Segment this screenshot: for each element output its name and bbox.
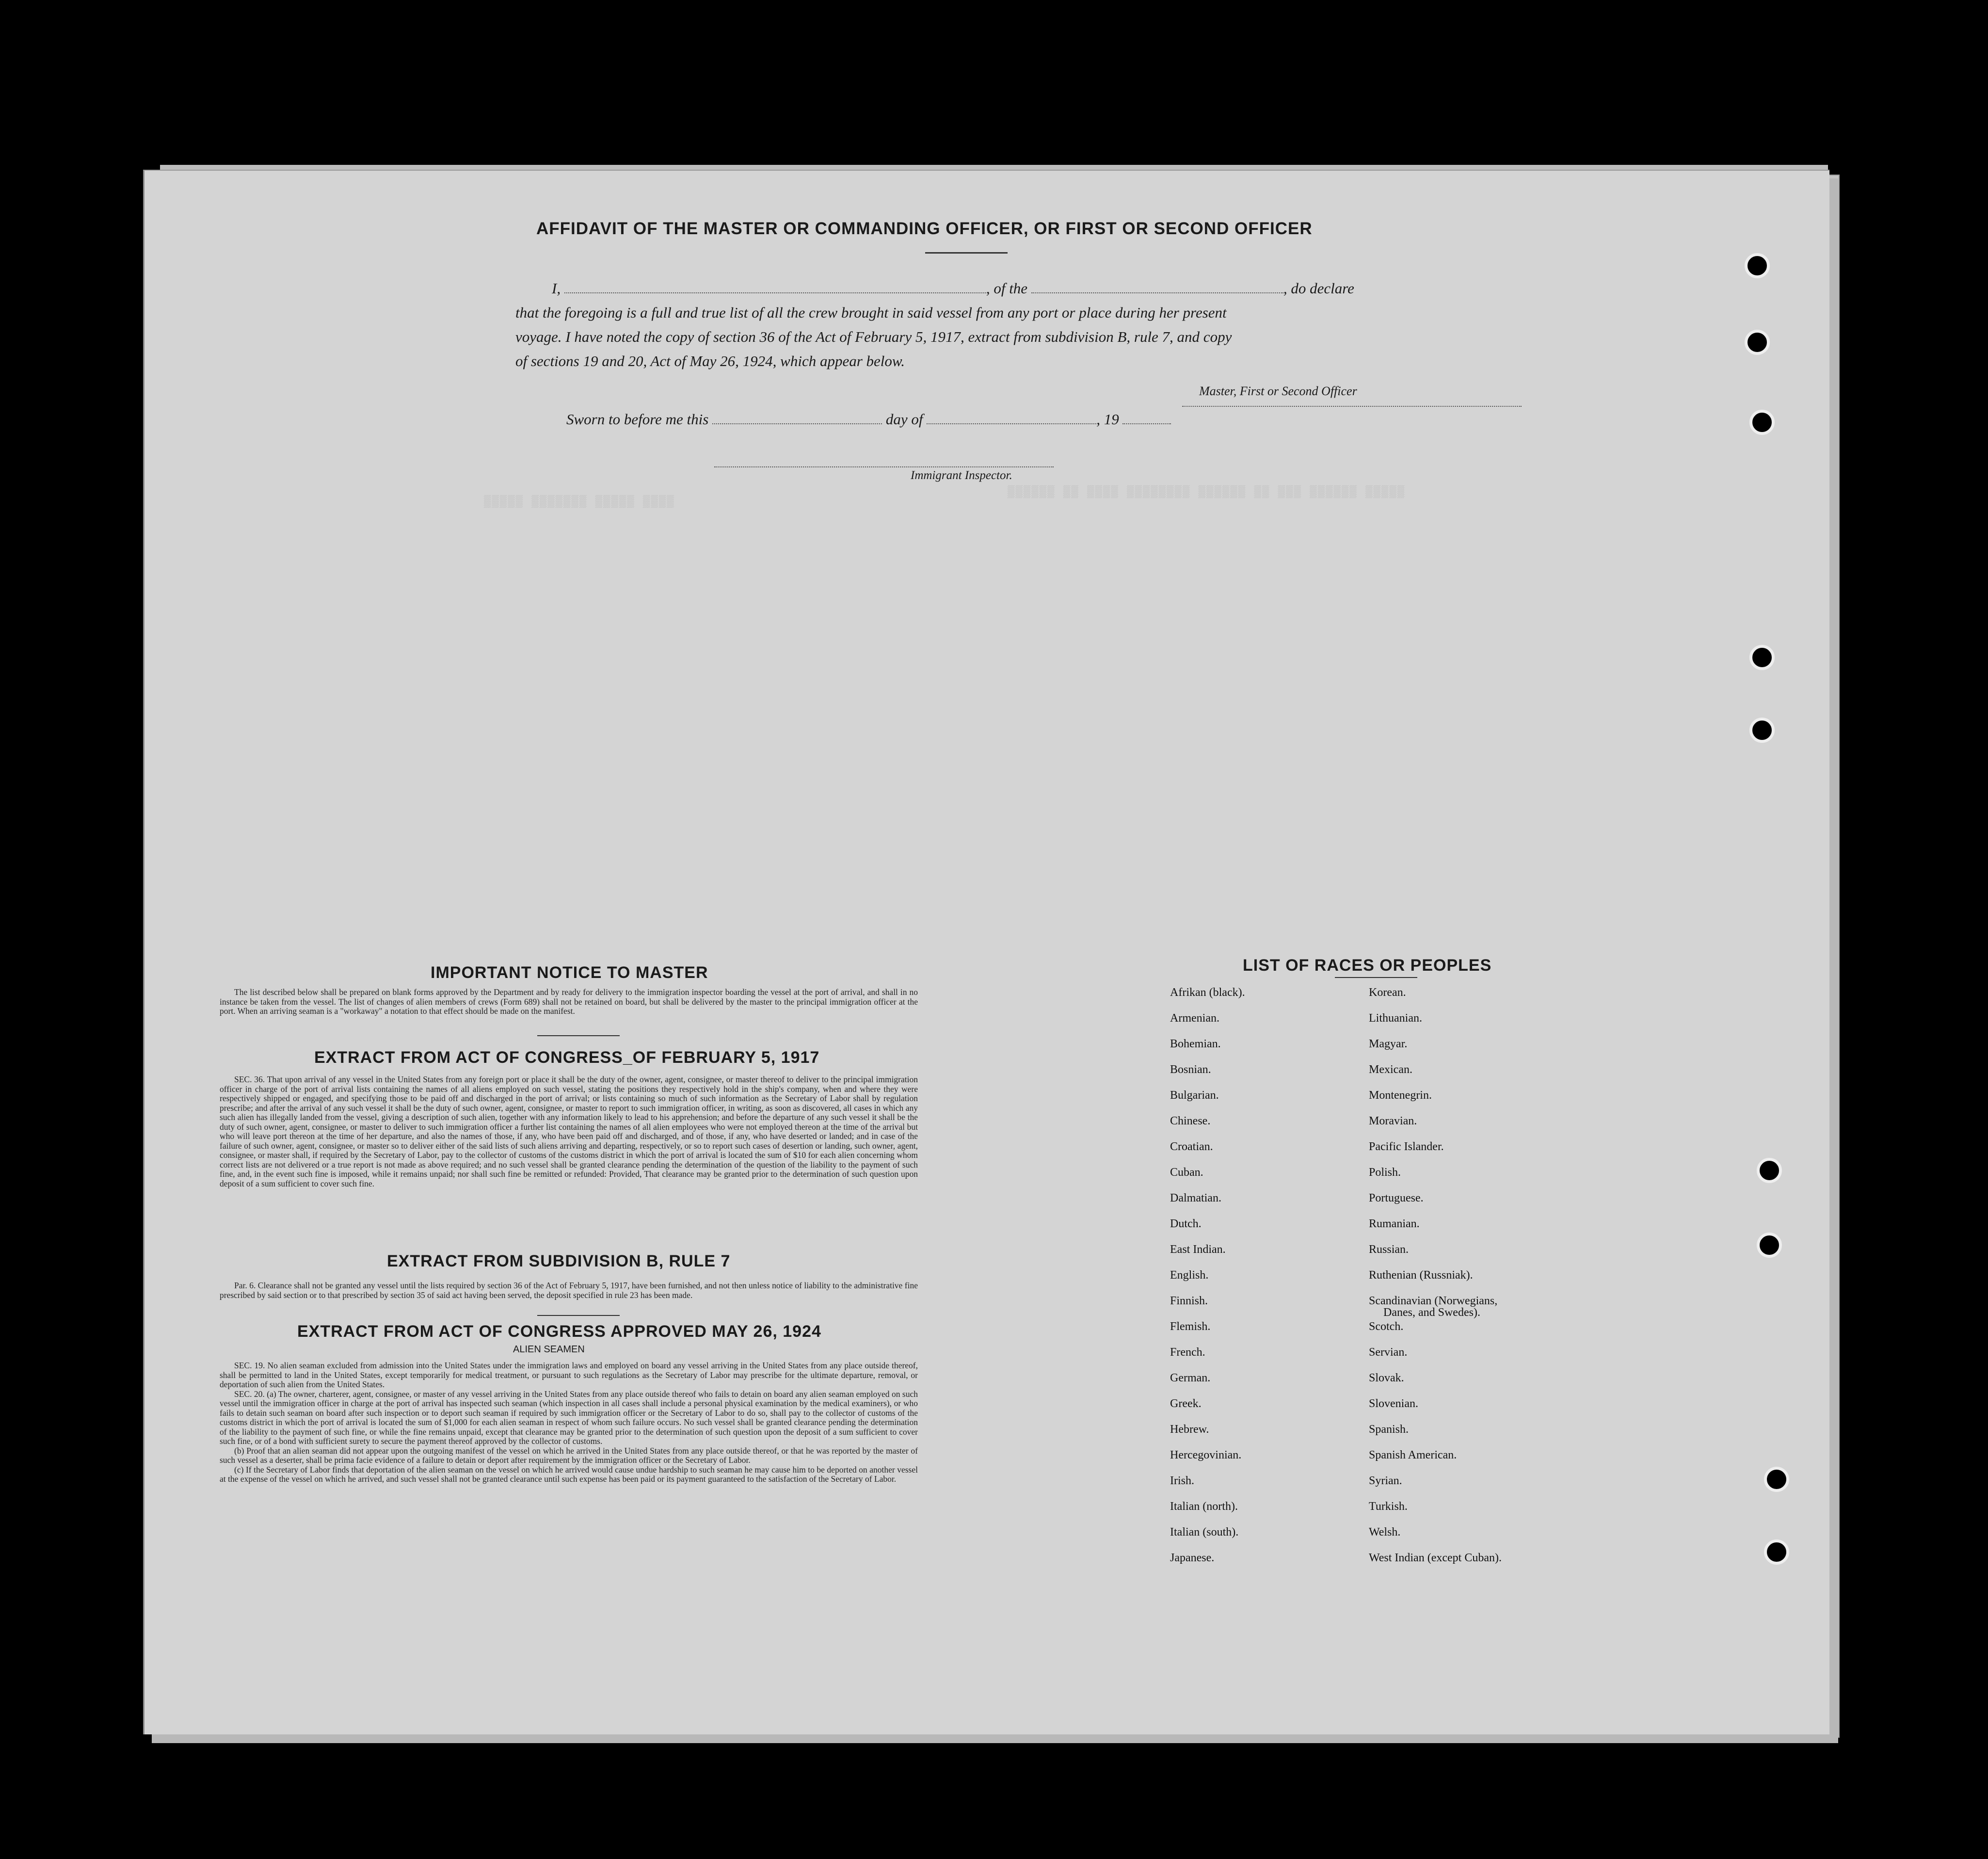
race-item: Scandinavian (Norwegians, [1369,1295,1498,1307]
race-item: Greek. [1170,1397,1202,1410]
document-page [143,170,1829,1734]
bleed-through: ▒▒▒▒▒▒ ▒▒ ▒▒▒▒ ▒▒▒▒▒▒▒▒ ▒▒▒▒▒▒ ▒▒ ▒▒▒ ▒▒▒▒▒▒ ▒▒▒▒▒ [1008,486,1406,499]
race-item: Portuguese. [1369,1192,1424,1204]
extract-1917-title: EXTRACT FROM ACT OF CONGRESS_OF FEBRUARY 5, 1917 [314,1048,820,1067]
affidavit-title: AFFIDAVIT OF THE MASTER OR COMMANDING OFFICER, OR FIRST OR SECOND OFFICER [536,219,1313,238]
master-label: Master, First or Second Officer [1199,384,1357,398]
races-title: LIST OF RACES OR PEOPLES [1243,956,1492,975]
race-item: East Indian. [1170,1243,1226,1256]
race-item: Magyar. [1369,1038,1408,1050]
affidavit-line3: voyage. I have noted the copy of section 36 of the Act of February 5, 1917, extract from subdivision B, rule 7, and copy [515,328,1232,345]
binder-hole [1757,1233,1782,1258]
race-item: Dalmatian. [1170,1192,1221,1204]
sworn-line [566,411,1171,428]
master-signature-line [1182,406,1522,407]
race-item: West Indian (except Cuban). [1369,1552,1502,1564]
day-blank [712,423,882,424]
sec36-paragraph: SEC. 36. That upon arrival of any vessel in the United States from any foreign port or place it shall be the duty of the owner, agent, consignee, or master thereof to deliver to the principal immigration officer in charge of the port of arrival lists containing the names of all aliens employed on such vessel, stating the positions they respectively hold in the ship's company, when and where they were respectively shipped or engaged, and specifying those to be paid off and discharged in the port of arrival; or lists containing so much of such information as the Secretary of Labor shall by regulation prescribe; and after the arrival of any such vessel it shall be the duty of such owner, agent, consignee, or master to report to such immigration officer, in writing, as soon as discovered, all cases in which any such alien has illegally landed from the vessel, giving a description of such alien, together with any information likely to lead to his apprehension; and before the departure of any such vessel it shall be the duty of such owner, agent, consignee, or master to deliver to such immigration officer a further list containing the names of all alien employees who were not employed thereon at the time of the arrival but who will leave port thereon at the time of her departure, and also the names of those, if any, who have been paid off and discharged, and of those, if any, who have deserted or landed; and in case of the failure of such owner, agent, consignee, or master so to deliver either of the said lists of such aliens arriving and departing, respectively, or so to report such cases of desertion or landing, such owner, agent, consignee, or master shall, if required by the Secretary of Labor, pay to the collector of customs of the customs district in which the port of arrival is located the sum of $10 for each alien concerning whom correct lists are not delivered or a true report is not made as above required; and no such vessel shall be granted clearance pending the determination of the question of the liability to the payment of such fine, and, in the event such fine is imposed, while it remains unpaid; nor shall such fine be remitted or refunded: Provided, That clearance may be granted prior to the determination of such question upon deposit of a sum sufficient to cover such fine. [220,1074,918,1188]
affidavit-line1 [552,280,1354,297]
race-item: Montenegrin. [1369,1089,1432,1102]
binder-hole [1764,1539,1789,1565]
rule7-paragraph: Par. 6. Clearance shall not be granted any vessel until the lists required by section 36 of the Act of February 5, 1917, have been furnished, and not then unless notice of liability to the administrative fine prescribed by said section or to that prescribed by section 35 of said act having been served, the deposit specified in rule 23 has been made. [220,1281,918,1300]
binder-hole [1764,1467,1789,1492]
race-item: Spanish American. [1369,1449,1457,1461]
race-item: Spanish. [1369,1423,1409,1436]
race-item: Slovak. [1369,1372,1404,1384]
extract-rule7-text [220,1281,918,1300]
divider [537,1315,620,1316]
year-blank [1122,423,1171,424]
race-item: Russian. [1369,1243,1409,1256]
declare-label: , do declare [1283,280,1354,297]
divider [1335,977,1417,978]
race-item: German. [1170,1372,1211,1384]
of-the-label: , of the [986,280,1028,297]
notice-title: IMPORTANT NOTICE TO MASTER [431,963,708,982]
race-item: Moravian. [1369,1115,1417,1127]
affidavit-line2: that the foregoing is a full and true list of all the crew brought in said vessel from any port or place during her present [515,304,1227,321]
month-blank [927,423,1096,424]
race-item: Hercegovinian. [1170,1449,1242,1461]
binder-hole [1749,718,1775,743]
divider [925,252,1008,254]
race-item: Welsh. [1369,1526,1401,1538]
race-item: Slovenian. [1369,1397,1418,1410]
races-right-column [1369,985,1502,1576]
race-item: Italian (south). [1170,1526,1239,1538]
race-item: Turkish. [1369,1500,1408,1513]
race-item: Korean. [1369,986,1406,999]
race-item: Armenian. [1170,1012,1219,1025]
race-item: Irish. [1170,1474,1194,1487]
races-left-column [1170,985,1245,1576]
notice-paragraph: The list described below shall be prepared on blank forms approved by the Department and by ready for delivery to the immigration inspector boarding the vessel at the port of arrival, and shall in no instance be taken from the vessel. The list of changes of alien members of crews (Form 689) shall not be retained on board, but shall be delivered by the master to the principal immigration officer at the port. When an arriving seaman is a "workaway" a notation to that effect should be made on the manifest. [220,987,918,1016]
race-item: French. [1170,1346,1205,1359]
bleed-through: ▒▒▒▒▒ ▒▒▒▒▒▒▒ ▒▒▒▒▒ ▒▒▒▒ [484,496,675,509]
sec19-paragraph: SEC. 19. No alien seaman excluded from admission into the United States under the immigration laws and employed on board any vessel arriving in the United States from any place outside thereof, shall be permitted to land in the United States, except temporarily for medical treatment, or pursuant to such regulations as the Secretary of Labor may prescribe for the ultimate departure, removal, or deportation of such alien from the United States. [220,1361,918,1389]
notice-text [220,988,918,1016]
race-item: Cuban. [1170,1166,1203,1179]
race-item: Scotch. [1369,1320,1404,1333]
extract-1924-title: EXTRACT FROM ACT OF CONGRESS APPROVED MAY 26, 1924 [297,1322,821,1341]
extract-rule7-title: EXTRACT FROM SUBDIVISION B, RULE 7 [387,1252,731,1270]
race-item: Italian (north). [1170,1500,1238,1513]
sec20b-paragraph: (b) Proof that an alien seaman did not appear upon the outgoing manifest of the vessel on which he arrived in the United States from any place outside thereof, or that he was reported by the master of such vessel as a deserter, shall be prima facie evidence of a failure to detain or deport after requirement by the immigration officer or the Secretary of Labor. [220,1445,918,1465]
race-item: Servian. [1369,1346,1408,1359]
divider [537,1035,620,1036]
race-item: Bohemian. [1170,1038,1221,1050]
race-item: Croatian. [1170,1140,1213,1153]
affidavit-line4: of sections 19 and 20, Act of May 26, 1924, which appear below. [515,353,905,369]
inspector-label: Immigrant Inspector. [911,469,1012,482]
race-item: Syrian. [1369,1474,1402,1487]
race-item: English. [1170,1269,1209,1282]
binder-hole [1745,253,1770,278]
day-of-label: day of [885,411,923,428]
race-item: Bulgarian. [1170,1089,1219,1102]
name-blank [564,292,986,293]
race-item: Danes, and Swedes). [1383,1306,1480,1319]
binder-hole [1757,1158,1782,1183]
race-item: Polish. [1369,1166,1401,1179]
binder-hole [1745,330,1770,355]
race-item: Hebrew. [1170,1423,1209,1436]
year-label: , 19 [1096,411,1119,428]
inspector-signature-line [714,466,1054,467]
vessel-blank [1031,292,1283,293]
race-item: Rumanian. [1369,1218,1420,1230]
race-item: Ruthenian (Russniak). [1369,1269,1473,1282]
race-item: Bosnian. [1170,1063,1211,1076]
race-item: Afrikan (black). [1170,986,1245,999]
race-item: Lithuanian. [1369,1012,1422,1025]
sec20c-paragraph: (c) If the Secretary of Labor finds that deportation of the alien seaman on the vessel on which he arrived would cause undue hardship to such seaman he may cause him to be deported on another vessel at the expense of the vessel on which he arrived, and such vessel shall not be granted clearance until such expense has been paid or its payment guaranteed to the satisfaction of the Secretary of Labor. [220,1464,918,1484]
sec20-paragraph: SEC. 20. (a) The owner, charterer, agent, consignee, or master of any vessel arriving in the United States from any place outside thereof who fails to detain on board any alien seaman employed on such vessel until the immigration officer in charge at the port of arrival has inspected such seaman (which inspection in all cases shall include a personal physical examination by the medical examiners), or who fails to detain such seaman on board after such inspection or to deport such seaman if required by such immigration officer or the Secretary of Labor to do so, shall pay to the collector of customs of the customs district in which the port of arrival is located the sum of $1,000 for each alien seaman in respect of whom such failure occurs. No such vessel shall be granted clearance pending the determination of the liability to the payment of such fine, or while the fine remains unpaid, except that clearance may be granted prior to the determination of such question upon the deposit of a sum sufficient to cover such fine, or of a bond with sufficient surety to secure the payment thereof approved by the collector of customs. [220,1389,918,1446]
i-label: I, [552,280,561,297]
alien-seamen-subtitle: ALIEN SEAMEN [513,1344,585,1355]
sworn-label: Sworn to before me this [566,411,709,428]
race-item: Finnish. [1170,1295,1208,1307]
race-item: Dutch. [1170,1218,1202,1230]
extract-1917-text [220,1075,918,1188]
race-item: Mexican. [1369,1063,1412,1076]
extract-1924-text [220,1361,918,1484]
race-item: Chinese. [1170,1115,1211,1127]
race-item: Japanese. [1170,1552,1215,1564]
binder-hole [1749,410,1775,435]
race-item: Flemish. [1170,1320,1211,1333]
binder-hole [1749,645,1775,670]
race-item: Pacific Islander. [1369,1140,1444,1153]
